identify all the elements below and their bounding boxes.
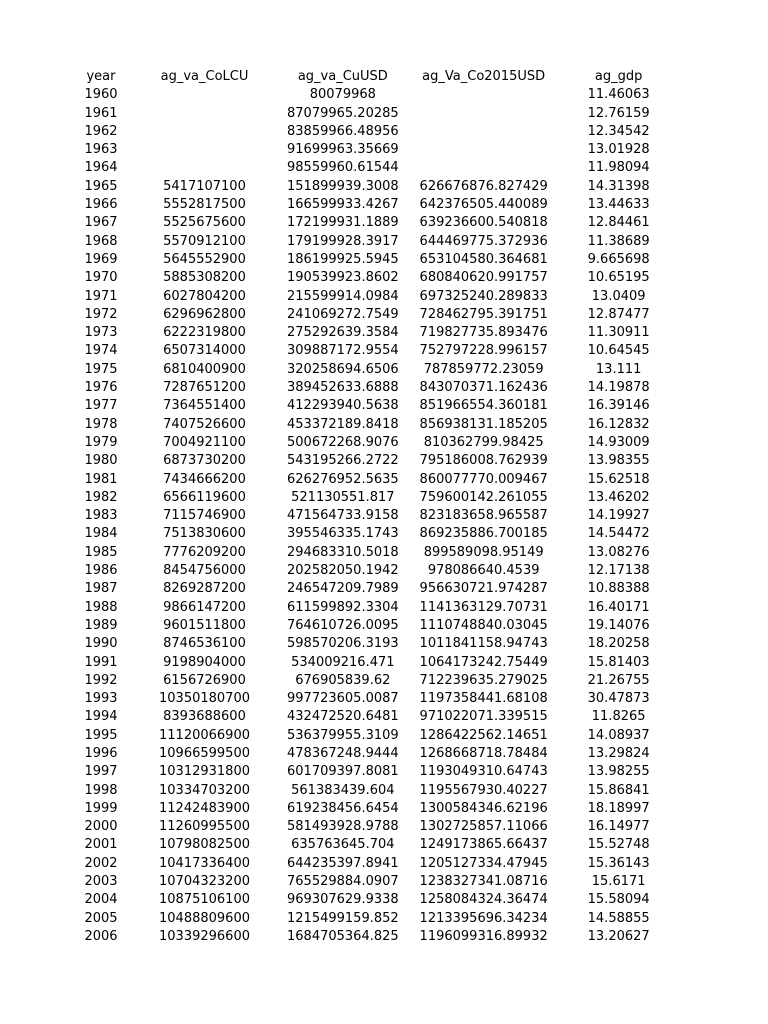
cell-ag-va-cuusd: 241069272.7549 — [287, 306, 399, 322]
cell-year: 1976 — [84, 380, 118, 396]
table-row — [80, 599, 669, 617]
cell-year: 2004 — [84, 892, 118, 908]
cell-ag-va-cuusd: 151899939.3008 — [287, 178, 399, 194]
cell-ag-gdp: 21.26755 — [587, 672, 650, 688]
cell-year: 1994 — [84, 709, 118, 725]
cell-ag-va-cuusd: 765529884.0907 — [287, 874, 399, 890]
cell-year: 1963 — [84, 142, 118, 158]
cell-ag-va-co2015usd: 1238327341.08716 — [419, 874, 548, 890]
table-row — [80, 251, 669, 269]
cell-year: 1970 — [84, 270, 118, 286]
cell-ag-va-cuusd: 179199928.3917 — [287, 233, 399, 249]
cell-ag-gdp: 15.86841 — [587, 782, 650, 798]
cell-year: 1962 — [84, 123, 118, 139]
table-row — [80, 910, 669, 928]
table-row — [80, 782, 669, 800]
cell-year: 1974 — [84, 343, 118, 359]
cell-ag-gdp: 11.8265 — [591, 709, 646, 725]
cell-ag-va-co2015usd: 644469775.372936 — [419, 233, 548, 249]
cell-year: 1987 — [84, 581, 118, 597]
cell-ag-va-co2015usd: 851966554.360181 — [419, 398, 548, 414]
table-row — [80, 159, 669, 177]
table-row — [80, 434, 669, 452]
cell-ag-va-cuusd: 246547209.7989 — [287, 581, 399, 597]
table-row — [80, 489, 669, 507]
table-row — [80, 361, 669, 379]
header-row — [80, 68, 669, 86]
cell-year: 1969 — [84, 251, 118, 267]
table-row — [80, 324, 669, 342]
cell-ag-va-co2015usd: 1205127334.47945 — [419, 855, 548, 871]
cell-ag-va-colcu: 10798082500 — [159, 837, 250, 853]
cell-ag-va-co2015usd: 810362799.98425 — [423, 434, 544, 450]
cell-ag-va-cuusd: 80079968 — [309, 87, 376, 103]
cell-year: 1968 — [84, 233, 118, 249]
table-row — [80, 635, 669, 653]
table-body — [80, 86, 669, 946]
cell-ag-va-cuusd: 395546335.1743 — [287, 526, 399, 542]
cell-year: 1998 — [84, 782, 118, 798]
cell-ag-gdp: 15.81403 — [587, 654, 650, 670]
cell-ag-gdp: 13.0409 — [591, 288, 646, 304]
cell-ag-va-colcu: 11242483900 — [159, 800, 250, 816]
cell-year: 1961 — [84, 105, 118, 121]
cell-year: 1981 — [84, 471, 118, 487]
cell-ag-va-colcu: 6156726900 — [163, 672, 246, 688]
header-ag-gdp: ag_gdp — [594, 69, 643, 84]
table-row — [80, 452, 669, 470]
table-row — [80, 544, 669, 562]
cell-ag-va-cuusd: 432472520.6481 — [287, 709, 399, 725]
cell-ag-gdp: 16.12832 — [587, 416, 650, 432]
cell-ag-va-colcu: 10334703200 — [159, 782, 250, 798]
cell-ag-va-cuusd: 91699963.35669 — [287, 142, 399, 158]
cell-ag-va-colcu: 11120066900 — [159, 727, 250, 743]
table-row — [80, 233, 669, 251]
cell-ag-va-colcu: 6296962800 — [163, 306, 246, 322]
cell-ag-va-colcu: 10488809600 — [159, 910, 250, 926]
cell-ag-va-colcu: 7287651200 — [163, 380, 246, 396]
table-row — [80, 745, 669, 763]
cell-ag-va-cuusd: 619238456.6454 — [287, 800, 399, 816]
header-ag-va-cuusd: ag_va_CuUSD — [297, 69, 388, 84]
cell-year: 2000 — [84, 819, 118, 835]
cell-ag-va-cuusd: 1215499159.852 — [287, 910, 399, 926]
cell-ag-va-colcu — [122, 86, 287, 104]
cell-ag-gdp: 12.76159 — [587, 105, 650, 121]
cell-ag-va-co2015usd: 680840620.991757 — [419, 270, 548, 286]
cell-year: 1988 — [84, 599, 118, 615]
cell-ag-va-colcu: 8454756000 — [163, 563, 246, 579]
cell-ag-va-co2015usd — [399, 159, 569, 177]
table-row — [80, 416, 669, 434]
cell-ag-gdp: 13.29824 — [587, 745, 650, 761]
cell-ag-va-colcu: 10966599500 — [159, 745, 250, 761]
cell-ag-va-cuusd: 320258694.6506 — [287, 361, 399, 377]
cell-ag-va-colcu: 6810400900 — [163, 361, 246, 377]
cell-ag-va-cuusd: 500672268.9076 — [287, 434, 399, 450]
cell-ag-va-co2015usd: 971022071.339515 — [419, 709, 548, 725]
cell-year: 1966 — [84, 197, 118, 213]
cell-ag-va-co2015usd: 1141363129.70731 — [419, 599, 548, 615]
cell-year: 1995 — [84, 727, 118, 743]
cell-ag-gdp: 9.665698 — [587, 251, 650, 267]
cell-year: 1964 — [84, 160, 118, 176]
table-row — [80, 928, 669, 946]
cell-year: 1978 — [84, 416, 118, 432]
cell-ag-va-co2015usd: 759600142.261055 — [419, 489, 548, 505]
cell-ag-va-colcu: 7776209200 — [163, 544, 246, 560]
cell-ag-va-co2015usd: 1302725857.11066 — [419, 819, 548, 835]
cell-year: 1985 — [84, 544, 118, 560]
table-row — [80, 471, 669, 489]
cell-year: 1975 — [84, 361, 118, 377]
cell-ag-gdp: 13.98255 — [587, 764, 650, 780]
data-table — [80, 68, 669, 946]
cell-ag-va-colcu: 8393688600 — [163, 709, 246, 725]
cell-ag-va-cuusd: 87079965.20285 — [287, 105, 399, 121]
cell-ag-va-colcu: 11260995500 — [159, 819, 250, 835]
cell-ag-va-colcu: 7004921100 — [163, 434, 246, 450]
cell-ag-va-cuusd: 581493928.9788 — [287, 819, 399, 835]
cell-ag-gdp: 14.54472 — [587, 526, 650, 542]
table-row — [80, 873, 669, 891]
table-row — [80, 86, 669, 104]
cell-ag-va-cuusd: 172199931.1889 — [287, 215, 399, 231]
cell-ag-va-cuusd: 598570206.3193 — [287, 636, 399, 652]
cell-ag-gdp: 10.64545 — [587, 343, 650, 359]
cell-ag-va-cuusd: 536379955.3109 — [287, 727, 399, 743]
cell-ag-va-colcu: 5570912100 — [163, 233, 246, 249]
cell-ag-va-cuusd: 969307629.9338 — [287, 892, 399, 908]
cell-ag-va-colcu: 8746536100 — [163, 636, 246, 652]
cell-year: 2002 — [84, 855, 118, 871]
cell-ag-va-cuusd: 215599914.0984 — [287, 288, 399, 304]
cell-ag-va-co2015usd: 1064173242.75449 — [419, 654, 548, 670]
table-row — [80, 617, 669, 635]
cell-ag-va-co2015usd: 1286422562.14651 — [419, 727, 548, 743]
cell-ag-va-cuusd: 389452633.6888 — [287, 380, 399, 396]
cell-ag-va-cuusd: 601709397.8081 — [287, 764, 399, 780]
cell-year: 1992 — [84, 672, 118, 688]
table-row — [80, 580, 669, 598]
cell-ag-va-co2015usd: 1011841158.94743 — [419, 636, 548, 652]
cell-year: 1980 — [84, 453, 118, 469]
cell-ag-va-co2015usd: 1258084324.36474 — [419, 892, 548, 908]
header-year: year — [86, 69, 116, 84]
cell-ag-va-co2015usd: 978086640.4539 — [427, 563, 540, 579]
cell-ag-gdp: 19.14076 — [587, 617, 650, 633]
cell-ag-va-colcu: 9866147200 — [163, 599, 246, 615]
cell-ag-va-cuusd: 453372189.8418 — [287, 416, 399, 432]
cell-ag-va-colcu: 5525675600 — [163, 215, 246, 231]
table-row — [80, 818, 669, 836]
cell-ag-va-cuusd: 561383439.604 — [291, 782, 395, 798]
cell-ag-va-cuusd: 202582050.1942 — [287, 563, 399, 579]
data-sheet — [80, 68, 669, 946]
cell-ag-va-cuusd: 186199925.5945 — [287, 251, 399, 267]
table-row — [80, 397, 669, 415]
cell-ag-va-co2015usd: 712239635.279025 — [419, 672, 548, 688]
cell-ag-gdp: 11.98094 — [587, 160, 650, 176]
cell-ag-va-colcu: 7115746900 — [163, 508, 246, 524]
table-row — [80, 288, 669, 306]
cell-ag-va-cuusd: 294683310.5018 — [287, 544, 399, 560]
cell-ag-va-colcu — [122, 123, 287, 141]
cell-ag-gdp: 15.52748 — [587, 837, 650, 853]
cell-ag-gdp: 12.17138 — [587, 563, 650, 579]
cell-ag-gdp: 16.40171 — [587, 599, 650, 615]
cell-ag-va-cuusd: 635763645.704 — [291, 837, 395, 853]
cell-ag-va-colcu: 6566119600 — [163, 489, 246, 505]
cell-ag-va-co2015usd — [399, 123, 569, 141]
cell-ag-va-co2015usd: 823183658.965587 — [419, 508, 548, 524]
cell-ag-va-colcu: 10350180700 — [159, 691, 250, 707]
cell-ag-gdp: 13.08276 — [587, 544, 650, 560]
cell-ag-va-cuusd: 764610726.0095 — [287, 617, 399, 633]
cell-ag-gdp: 14.31398 — [587, 178, 650, 194]
table-row — [80, 800, 669, 818]
cell-ag-gdp: 15.62518 — [587, 471, 650, 487]
cell-ag-gdp: 11.38689 — [587, 233, 650, 249]
cell-ag-va-co2015usd: 728462795.391751 — [419, 306, 548, 322]
cell-ag-va-co2015usd: 860077770.009467 — [419, 471, 548, 487]
cell-ag-va-cuusd: 644235397.8941 — [287, 855, 399, 871]
table-row — [80, 342, 669, 360]
cell-year: 1972 — [84, 306, 118, 322]
cell-ag-va-colcu: 6873730200 — [163, 453, 246, 469]
cell-ag-va-cuusd: 521130551.817 — [291, 489, 395, 505]
cell-ag-va-colcu: 9198904000 — [163, 654, 246, 670]
cell-ag-va-co2015usd: 639236600.540818 — [419, 215, 548, 231]
cell-ag-va-colcu: 7434666200 — [163, 471, 246, 487]
cell-ag-gdp: 18.20258 — [587, 636, 650, 652]
cell-year: 1991 — [84, 654, 118, 670]
cell-ag-va-co2015usd: 869235886.700185 — [419, 526, 548, 542]
cell-ag-va-co2015usd: 642376505.440089 — [419, 197, 548, 213]
cell-year: 1984 — [84, 526, 118, 542]
cell-ag-va-colcu: 7407526600 — [163, 416, 246, 432]
cell-year: 1973 — [84, 325, 118, 341]
cell-ag-gdp: 10.88388 — [587, 581, 650, 597]
cell-year: 1986 — [84, 563, 118, 579]
table-row — [80, 727, 669, 745]
table-row — [80, 123, 669, 141]
cell-ag-va-co2015usd: 899589098.95149 — [423, 544, 544, 560]
cell-ag-va-co2015usd: 1196099316.89932 — [419, 928, 548, 944]
cell-ag-gdp: 13.46202 — [587, 489, 650, 505]
cell-year: 1971 — [84, 288, 118, 304]
table-row — [80, 690, 669, 708]
table-row — [80, 178, 669, 196]
cell-ag-va-co2015usd — [399, 86, 569, 104]
cell-ag-va-co2015usd: 697325240.289833 — [419, 288, 548, 304]
cell-year: 1960 — [84, 87, 118, 103]
cell-ag-gdp: 15.6171 — [591, 874, 646, 890]
cell-year: 1999 — [84, 800, 118, 816]
cell-ag-va-co2015usd: 752797228.996157 — [419, 343, 548, 359]
cell-ag-va-co2015usd: 1268668718.78484 — [419, 745, 548, 761]
cell-ag-va-cuusd: 534009216.471 — [291, 654, 395, 670]
cell-ag-va-colcu: 10417336400 — [159, 855, 250, 871]
cell-ag-va-co2015usd: 1300584346.62196 — [419, 800, 548, 816]
cell-year: 2001 — [84, 837, 118, 853]
table-row — [80, 214, 669, 232]
cell-ag-gdp: 12.87477 — [587, 306, 650, 322]
cell-ag-va-colcu: 5885308200 — [163, 270, 246, 286]
cell-ag-va-co2015usd: 626676876.827429 — [419, 178, 548, 194]
header-ag-va-colcu: ag_va_CoLCU — [160, 69, 249, 84]
table-row — [80, 891, 669, 909]
table-row — [80, 379, 669, 397]
cell-ag-va-co2015usd: 1249173865.66437 — [419, 837, 548, 853]
cell-ag-va-cuusd: 1684705364.825 — [287, 928, 399, 944]
cell-ag-va-co2015usd: 653104580.364681 — [419, 251, 548, 267]
cell-ag-va-co2015usd: 1110748840.03045 — [419, 617, 548, 633]
cell-ag-va-colcu: 10875106100 — [159, 892, 250, 908]
cell-ag-va-colcu: 10704323200 — [159, 874, 250, 890]
cell-ag-va-co2015usd: 1213395696.34234 — [419, 910, 548, 926]
cell-ag-va-co2015usd — [399, 141, 569, 159]
cell-ag-va-cuusd: 98559960.61544 — [287, 160, 399, 176]
table-row — [80, 269, 669, 287]
cell-ag-va-cuusd: 83859966.48956 — [287, 123, 399, 139]
cell-year: 1990 — [84, 636, 118, 652]
cell-ag-va-cuusd: 543195266.2722 — [287, 453, 399, 469]
cell-ag-gdp: 16.39146 — [587, 398, 650, 414]
cell-ag-va-cuusd: 190539923.8602 — [287, 270, 399, 286]
cell-ag-gdp: 13.20627 — [587, 928, 650, 944]
table-row — [80, 525, 669, 543]
cell-ag-gdp: 14.19878 — [587, 380, 650, 396]
cell-ag-gdp: 14.58855 — [587, 910, 650, 926]
cell-year: 1967 — [84, 215, 118, 231]
cell-ag-gdp: 30.47873 — [587, 691, 650, 707]
cell-ag-va-colcu: 8269287200 — [163, 581, 246, 597]
cell-year: 1982 — [84, 489, 118, 505]
table-row — [80, 562, 669, 580]
cell-ag-va-colcu: 6027804200 — [163, 288, 246, 304]
cell-year: 1979 — [84, 434, 118, 450]
cell-ag-va-co2015usd: 719827735.893476 — [419, 325, 548, 341]
cell-ag-gdp: 13.01928 — [587, 142, 650, 158]
cell-ag-va-co2015usd: 1193049310.64743 — [419, 764, 548, 780]
cell-ag-gdp: 11.30911 — [587, 325, 650, 341]
cell-ag-va-co2015usd: 1197358441.68108 — [419, 691, 548, 707]
cell-ag-va-colcu: 7364551400 — [163, 398, 246, 414]
cell-ag-gdp: 15.58094 — [587, 892, 650, 908]
cell-ag-gdp: 12.34542 — [587, 123, 650, 139]
table-row — [80, 855, 669, 873]
cell-ag-va-co2015usd: 795186008.762939 — [419, 453, 548, 469]
cell-ag-gdp: 13.44633 — [587, 197, 650, 213]
table-header — [80, 68, 669, 86]
table-row — [80, 306, 669, 324]
cell-year: 1977 — [84, 398, 118, 414]
cell-ag-va-cuusd: 309887172.9554 — [287, 343, 399, 359]
cell-year: 1997 — [84, 764, 118, 780]
cell-ag-gdp: 12.84461 — [587, 215, 650, 231]
header-ag-va-co2015usd: ag_Va_Co2015USD — [422, 69, 546, 84]
cell-ag-va-colcu: 5417107100 — [163, 178, 246, 194]
table-row — [80, 708, 669, 726]
table-row — [80, 654, 669, 672]
cell-ag-va-colcu: 9601511800 — [163, 617, 246, 633]
cell-ag-va-colcu — [122, 159, 287, 177]
cell-ag-va-colcu: 5552817500 — [163, 197, 246, 213]
cell-ag-va-co2015usd: 843070371.162436 — [419, 380, 548, 396]
cell-ag-gdp: 14.08937 — [587, 727, 650, 743]
cell-ag-va-cuusd: 626276952.5635 — [287, 471, 399, 487]
table-row — [80, 141, 669, 159]
cell-ag-va-cuusd: 997723605.0087 — [287, 691, 399, 707]
table-row — [80, 507, 669, 525]
cell-ag-va-co2015usd: 956630721.974287 — [419, 581, 548, 597]
cell-ag-va-cuusd: 471564733.9158 — [287, 508, 399, 524]
table-row — [80, 196, 669, 214]
cell-ag-gdp: 10.65195 — [587, 270, 650, 286]
cell-ag-gdp: 18.18997 — [587, 800, 650, 816]
cell-ag-va-cuusd: 166599933.4267 — [287, 197, 399, 213]
cell-ag-va-colcu: 5645552900 — [163, 251, 246, 267]
cell-ag-va-colcu: 10312931800 — [159, 764, 250, 780]
cell-ag-va-co2015usd: 787859772.23059 — [423, 361, 544, 377]
cell-year: 1965 — [84, 178, 118, 194]
cell-ag-gdp: 15.36143 — [587, 855, 650, 871]
cell-ag-va-colcu: 6222319800 — [163, 325, 246, 341]
cell-ag-va-cuusd: 611599892.3304 — [287, 599, 399, 615]
table-row — [80, 763, 669, 781]
cell-ag-gdp: 14.93009 — [587, 434, 650, 450]
cell-ag-va-co2015usd: 1195567930.40227 — [419, 782, 548, 798]
cell-ag-va-colcu: 7513830600 — [163, 526, 246, 542]
cell-ag-gdp: 11.46063 — [587, 87, 650, 103]
cell-ag-va-cuusd: 676905839.62 — [295, 672, 391, 688]
table-row — [80, 836, 669, 854]
cell-ag-va-colcu — [122, 141, 287, 159]
table-row — [80, 672, 669, 690]
cell-ag-va-cuusd: 275292639.3584 — [287, 325, 399, 341]
cell-ag-va-colcu — [122, 105, 287, 123]
cell-year: 1996 — [84, 745, 118, 761]
cell-ag-va-cuusd: 478367248.9444 — [287, 745, 399, 761]
cell-ag-va-co2015usd: 856938131.185205 — [419, 416, 548, 432]
cell-year: 1993 — [84, 691, 118, 707]
cell-year: 2003 — [84, 874, 118, 890]
cell-ag-gdp: 14.19927 — [587, 508, 650, 524]
cell-ag-gdp: 16.14977 — [587, 819, 650, 835]
cell-ag-va-colcu: 10339296600 — [159, 928, 250, 944]
cell-ag-va-cuusd: 412293940.5638 — [287, 398, 399, 414]
cell-year: 1983 — [84, 508, 118, 524]
cell-year: 2006 — [84, 928, 118, 944]
cell-ag-va-colcu: 6507314000 — [163, 343, 246, 359]
cell-ag-gdp: 13.98355 — [587, 453, 650, 469]
cell-ag-va-co2015usd — [399, 105, 569, 123]
cell-year: 2005 — [84, 910, 118, 926]
table-row — [80, 105, 669, 123]
cell-ag-gdp: 13.111 — [595, 361, 642, 377]
cell-year: 1989 — [84, 617, 118, 633]
